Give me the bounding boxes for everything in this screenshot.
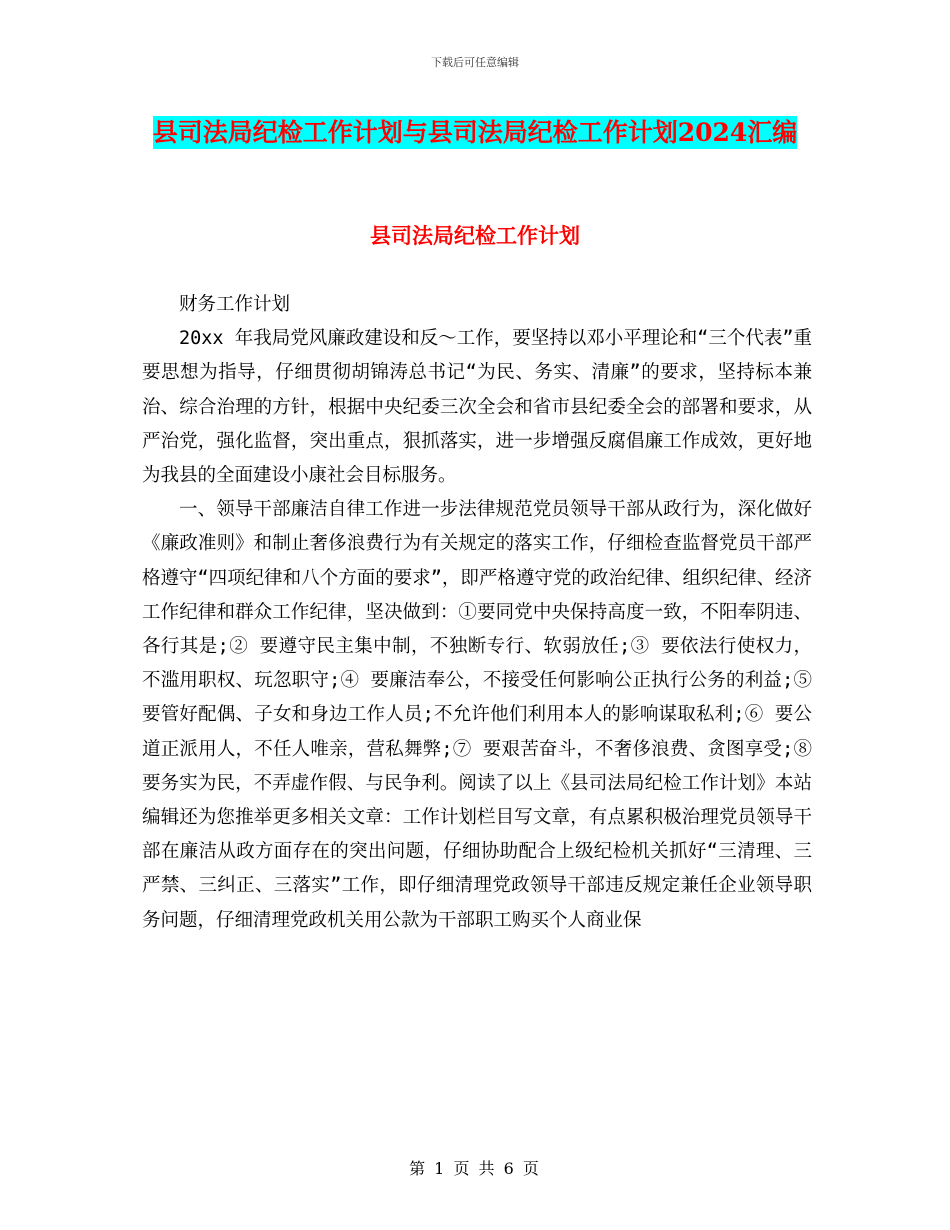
paragraph-subtitle: 财务工作计划 (179, 294, 291, 315)
page-number: 第 1 页 共 6 页 (409, 1159, 541, 1178)
document-title-text: 县司法局纪检工作计划与县司法局纪检工作计划2024汇编 (152, 118, 798, 147)
document-title (140, 112, 810, 154)
paragraph: 一、领导干部廉洁自律工作进一步法律规范党员领导干部从政行为，深化做好《廉政准则》和制止奢侈浪费行为有关规定的落实工作，仔细检查监督党员干部严格遵守“四项纪律和八个方面的要求”，即严格遵守党的政治纪律、组织纪律、经济工作纪律和群众工作纪律，坚决做到：①要同党中央保持高度一致，不阳奉阴违、各行其是;② 要遵守民主集中制，不独断专行、软弱放任;③ 要依法行使权力，不滥用职权、玩忽职守;④ 要廉洁奉公，不接受任何影响公正执行公务的利益;⑤ 要管好配偶、子女和身边工作人员;不允许他们利用本人的影响谋取私利;⑥ 要公道正派用人，不任人唯亲，营私舞弊;⑦ 要艰苦奋斗，不奢侈浪费、贪图享受;⑧ 要务实为民，不弄虚作假、与民争利。阅读了以上《县司法局纪检工作计划》本站编辑还为您推举更多相关文章：工作计划栏目写文章，有点累积极治理党员领导干部在廉洁从政方面存在的突出问题，仔细协助配合上级纪检机关抓好“三清理、三严禁、三纠正、三落实”工作，即仔细清理党政领导干部违反规定兼任企业领导职务问题，仔细清理党政机关用公款为干部职工购买个人商业保 (142, 499, 812, 931)
section-title: 县司法局纪检工作计划 (370, 223, 580, 248)
paragraph: 20xx 年我局党风廉政建设和反～工作，要坚持以邓小平理论和“三个代表”重要思想为指导，仔细贯彻胡锦涛总书记“为民、务实、清廉”的要求，坚持标本兼治、综合治理的方针，根据中央纪委三次全会和省市县纪委全会的部署和要求，从严治党，强化监督，突出重点，狠抓落实，进一步增强反腐倡廉工作成效，更好地为我县的全面建设小康社会目标服务。 (142, 328, 812, 487)
document-body (142, 288, 812, 938)
page-header-note: 下载后可任意编辑 (431, 56, 519, 69)
